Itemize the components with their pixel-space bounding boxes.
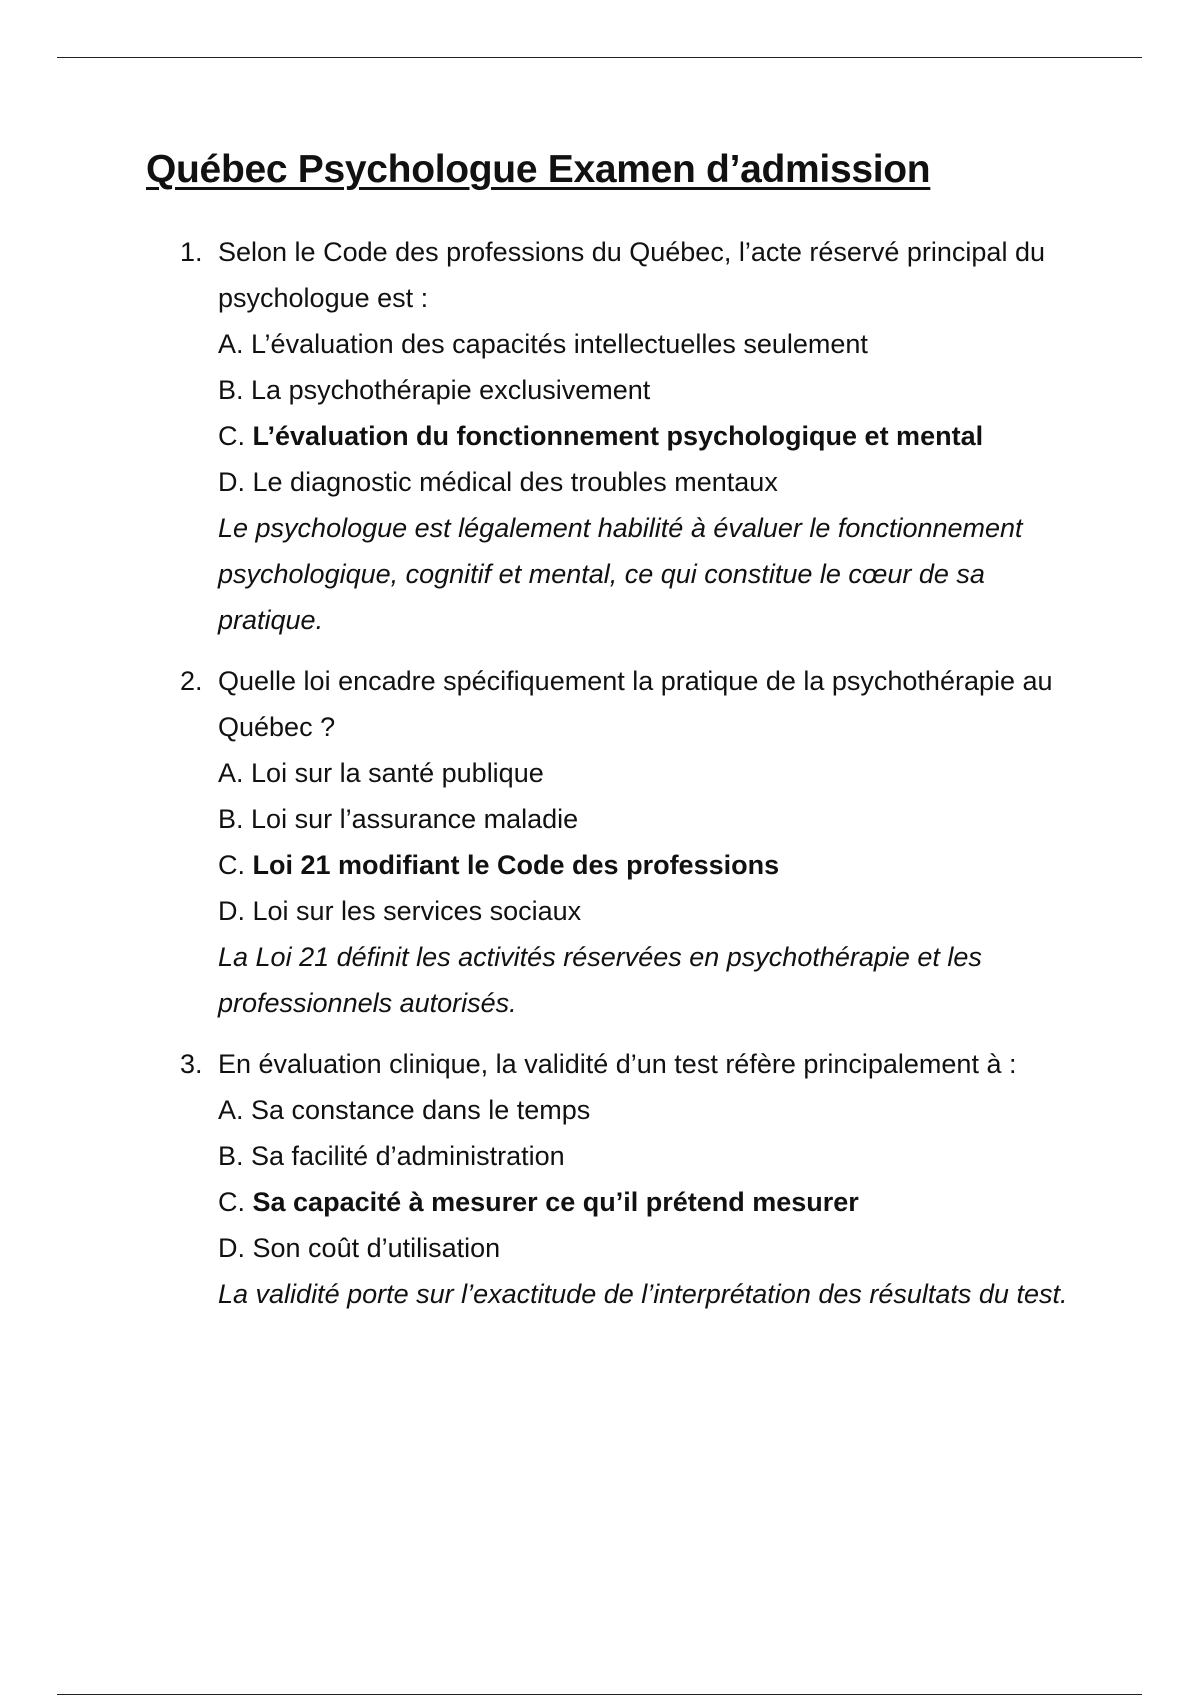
option-a (218, 321, 1095, 367)
option-text: Le diagnostic médical des troubles mentaux (252, 467, 778, 497)
option-letter: A. (218, 758, 244, 788)
question-list (180, 229, 1095, 1332)
option-letter: C. (218, 1187, 245, 1217)
option-a (218, 1087, 1095, 1133)
answer-explanation: La Loi 21 définit les activités réservées en psychothérapie et les professionnels autorisés. (218, 942, 982, 1018)
option-letter: B. (218, 1141, 244, 1171)
option-b (218, 367, 1095, 413)
option-letter: B. (218, 375, 244, 405)
question-number: 3. (180, 1049, 203, 1079)
option-c-correct (218, 413, 1095, 459)
page-title: Québec Psychologue Examen d’admission (146, 148, 931, 191)
option-c-correct (218, 1179, 1095, 1225)
question-text: Selon le Code des professions du Québec, l’acte réservé principal du psychologue est : (218, 237, 1045, 313)
option-text: Loi sur l’assurance maladie (251, 804, 579, 834)
question-number: 1. (180, 237, 203, 267)
option-letter: D. (218, 896, 245, 926)
option-text: Loi sur les services sociaux (252, 896, 582, 926)
option-c-correct (218, 842, 1095, 888)
question-text: En évaluation clinique, la validité d’un test réfère principalement à : (218, 1049, 1017, 1079)
option-letter: C. (218, 850, 245, 880)
correct-answer-text: Sa capacité à mesurer ce qu’il prétend mesurer (252, 1187, 859, 1217)
option-d (218, 459, 1095, 505)
option-text: Sa facilité d’administration (251, 1141, 565, 1171)
option-letter: B. (218, 804, 244, 834)
option-text: Loi sur la santé publique (251, 758, 544, 788)
question-3 (180, 1041, 1095, 1317)
option-text: La psychothérapie exclusivement (251, 375, 651, 405)
header-rule (57, 57, 1142, 58)
option-text: L’évaluation des capacités intellectuelles seulement (251, 329, 868, 359)
option-letter: C. (218, 421, 245, 451)
option-letter: A. (218, 329, 244, 359)
option-letter: D. (218, 1233, 245, 1263)
correct-answer-text: Loi 21 modifiant le Code des professions (252, 850, 780, 880)
answer-explanation: La validité porte sur l’exactitude de l’interprétation des résultats du test. (218, 1279, 1068, 1309)
option-text: Sa constance dans le temps (251, 1095, 591, 1125)
option-b (218, 796, 1095, 842)
question-number: 2. (180, 666, 203, 696)
question-text: Quelle loi encadre spécifiquement la pratique de la psychothérapie au Québec ? (218, 666, 1053, 742)
question-1 (180, 229, 1095, 643)
question-2 (180, 658, 1095, 1026)
answer-explanation: Le psychologue est légalement habilité à évaluer le fonctionnement psychologique, cognitif et mental, ce qui constitue le cœur de sa pratique. (218, 513, 1023, 635)
option-letter: A. (218, 1095, 244, 1125)
option-text: Son coût d’utilisation (252, 1233, 501, 1263)
footer-rule (57, 1694, 1142, 1695)
option-d (218, 888, 1095, 934)
option-d (218, 1225, 1095, 1271)
correct-answer-text: L’évaluation du fonctionnement psychologique et mental (252, 421, 984, 451)
option-letter: D. (218, 467, 245, 497)
option-a (218, 750, 1095, 796)
option-b (218, 1133, 1095, 1179)
